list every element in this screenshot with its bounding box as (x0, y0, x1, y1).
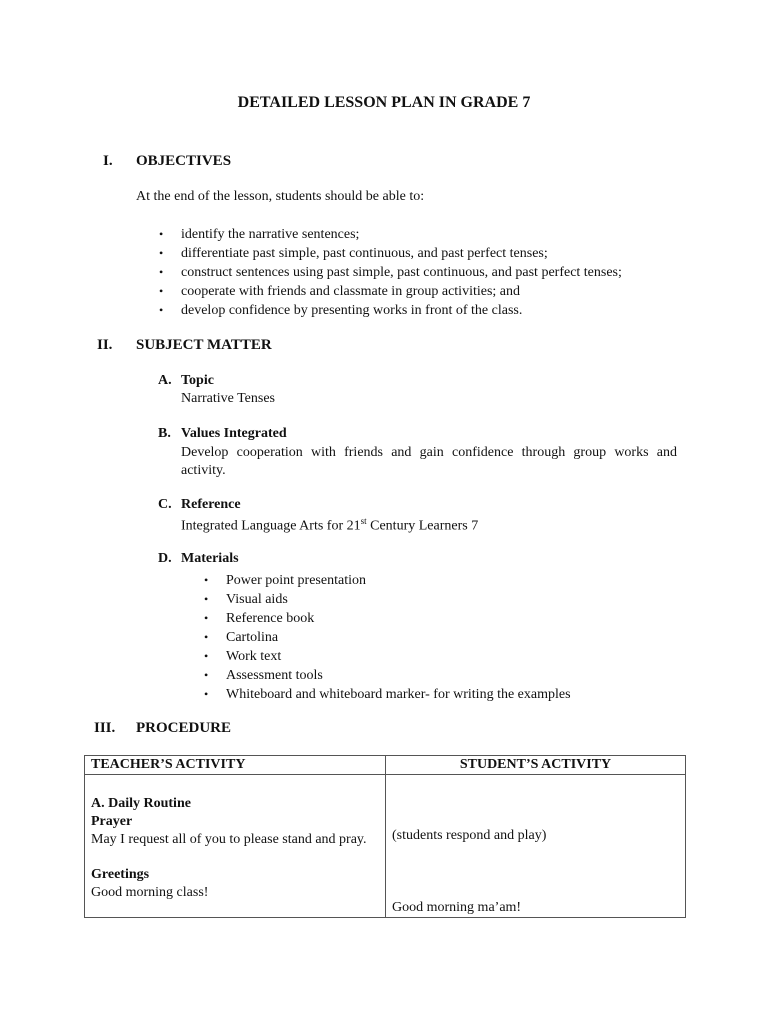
list-item: • Whiteboard and whiteboard marker- for writing the examples (204, 687, 571, 702)
list-item: • Reference book (204, 611, 315, 626)
reference-heading: Reference (181, 497, 241, 512)
values-value: Develop cooperation with friends and gain confidence through group works and activity. (181, 445, 677, 478)
materials-heading: Materials (181, 551, 239, 566)
bullet-icon: • (204, 668, 209, 682)
topic-letter: A. (158, 373, 172, 388)
bullet-icon: • (204, 649, 209, 663)
values-heading: Values Integrated (181, 426, 287, 441)
greetings-text: Good morning class! (91, 885, 209, 900)
section-number-subject-matter: II. (97, 337, 113, 353)
materials-list (204, 571, 571, 704)
topic-heading: Topic (181, 373, 214, 388)
bullet-icon: • (204, 687, 209, 701)
prayer-heading: Prayer (91, 814, 133, 829)
list-item: • differentiate past simple, past continuous, and past perfect tenses; (159, 246, 548, 261)
bullet-icon: • (159, 265, 164, 279)
greetings-heading: Greetings (91, 867, 150, 882)
bullet-icon: • (204, 592, 209, 606)
daily-routine-heading: A. Daily Routine (91, 796, 191, 811)
reference-value: Integrated Language Arts for 21st Century Learners 7 (181, 516, 479, 534)
bullet-icon: • (159, 284, 164, 298)
bullet-icon: • (204, 611, 209, 625)
table-row (85, 775, 686, 918)
values-letter: B. (158, 426, 171, 441)
document-title: DETAILED LESSON PLAN IN GRADE 7 (237, 94, 531, 111)
section-title-objectives: OBJECTIVES (136, 153, 232, 169)
list-item: • construct sentences using past simple, past continuous, and past perfect tenses; (159, 265, 622, 280)
procedure-table (84, 755, 686, 918)
prayer-text: May I request all of you to please stand and pray. (91, 832, 367, 847)
student-activity-cell (386, 775, 686, 918)
reference-letter: C. (158, 497, 172, 512)
bullet-icon: • (204, 630, 209, 644)
section-title-procedure: PROCEDURE (136, 720, 232, 736)
bullet-icon: • (159, 246, 164, 260)
materials-letter: D. (158, 551, 172, 566)
prayer-response: (students respond and play) (392, 828, 547, 843)
list-item: • Visual aids (204, 592, 288, 607)
section-number-objectives: I. (103, 153, 113, 169)
bullet-icon: • (159, 227, 164, 241)
table-header-row (85, 756, 686, 775)
teacher-activity-header: TEACHER’S ACTIVITY (85, 756, 386, 775)
student-activity-header: STUDENT’S ACTIVITY (386, 756, 686, 775)
teacher-activity-cell (85, 775, 386, 918)
list-item: • develop confidence by presenting works in front of the class. (159, 303, 523, 318)
section-number-procedure: III. (94, 720, 116, 736)
greetings-response: Good morning ma’am! (392, 900, 522, 915)
list-item: • Power point presentation (204, 573, 366, 588)
objectives-list (159, 225, 622, 320)
list-item: • Assessment tools (204, 668, 323, 683)
objectives-intro: At the end of the lesson, students should be able to: (136, 189, 425, 204)
topic-value: Narrative Tenses (181, 391, 276, 406)
list-item: • Cartolina (204, 630, 279, 645)
list-item: • Work text (204, 649, 282, 664)
section-title-subject-matter: SUBJECT MATTER (136, 337, 272, 353)
list-item: • cooperate with friends and classmate in group activities; and (159, 284, 521, 299)
list-item: • identify the narrative sentences; (159, 227, 360, 242)
bullet-icon: • (159, 303, 164, 317)
bullet-icon: • (204, 573, 209, 587)
